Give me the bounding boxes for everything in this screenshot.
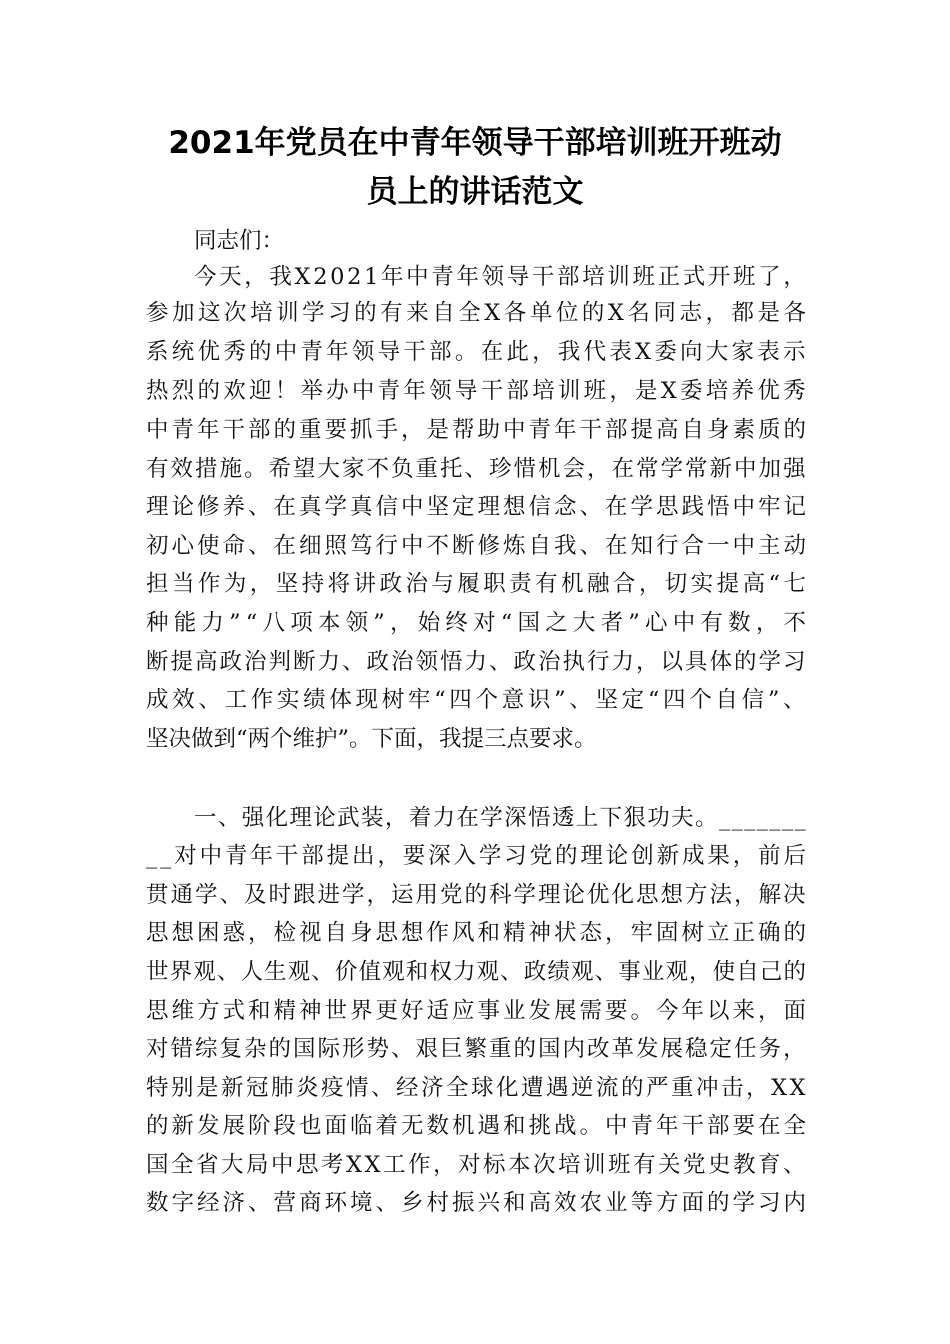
paragraph-2-line: 贯通学、及时跟进学，运用党的科学理论优化思想方法，解决 [146, 882, 808, 908]
paragraph-1-line: 有效措施。希望大家不负重托、珍惜机会，在常学常新中加强 [146, 456, 808, 482]
paragraph-2-line: 思维方式和精神世界更好适应事业发展需要。今年以来，面 [146, 998, 810, 1024]
paragraph-1-line: 担当作为，坚持将讲政治与履职责有机融合，切实提高“七 [146, 571, 810, 597]
paragraph-2-line: 一、强化理论武装，着力在学深悟透上下狠功夫。_______ [194, 805, 808, 831]
paragraph-2-line: 国全省大局中思考XX工作，对标本次培训班有关党史教育、 [146, 1152, 809, 1178]
paragraph-1-line: 参加这次培训学习的有来自全X各单位的X名同志，都是各 [146, 300, 810, 326]
paragraph-1-line: 断提高政治判断力、政治领悟力、政治执行力，以具体的学习 [146, 649, 808, 675]
paragraph-1-line: 系统优秀的中青年领导干部。在此，我代表X委向大家表示 [146, 339, 809, 365]
document-title-line-1: 2021年党员在中青年领导干部培训班开班动 [168, 125, 782, 161]
paragraph-1-line: 热烈的欢迎！举办中青年领导干部培训班，是X委培养优秀 [146, 378, 809, 404]
paragraph-1-line: 种能力”“八项本领”，始终对“国之大者”心中有数，不 [146, 610, 812, 636]
paragraph-1-line: 中青年干部的重要抓手，是帮助中青年干部提高自身素质的 [146, 417, 810, 443]
paragraph-1-line: 坚决做到“两个维护”。下面，我提三点要求。 [146, 726, 597, 752]
paragraph-1-line: 初心使命、在细照笃行中不断修炼自我、在知行合一中主动 [146, 533, 810, 559]
paragraph-1-line: 成效、工作实绩体现树牢“四个意识”、坚定“四个自信”、 [146, 687, 810, 713]
greeting: 同志们： [194, 228, 285, 254]
paragraph-2-line: 数字经济、营商环境、乡村振兴和高效农业等方面的学习内 [146, 1190, 810, 1216]
document-title-line-2: 员上的讲话范文 [366, 174, 584, 210]
paragraph-2-line: 思想困惑，检视自身思想作风和精神状态，牢固树立正确的 [146, 920, 810, 946]
paragraph-1-line: 今天，我X2021年中青年领导干部培训班正式开班了， [194, 264, 809, 290]
paragraph-2-line: 特别是新冠肺炎疫情、经济全球化遭遇逆流的严重冲击，XX [146, 1075, 809, 1101]
paragraph-2-line: 对错综复杂的国际形势、艰巨繁重的国内改革发展稳定任务， [146, 1036, 808, 1062]
paragraph-2-line: __对中青年干部提出，要深入学习党的理论创新成果，前后 [146, 843, 809, 869]
paragraph-2-line: 的新发展阶段也面临着无数机遇和挑战。中青年干部要在全 [146, 1113, 810, 1139]
paragraph-1-line: 理论修养、在真学真信中坚定理想信念、在学思践悟中牢记 [146, 494, 810, 520]
paragraph-2-line: 世界观、人生观、价值观和权力观、政绩观、事业观，使自己的 [146, 959, 808, 985]
